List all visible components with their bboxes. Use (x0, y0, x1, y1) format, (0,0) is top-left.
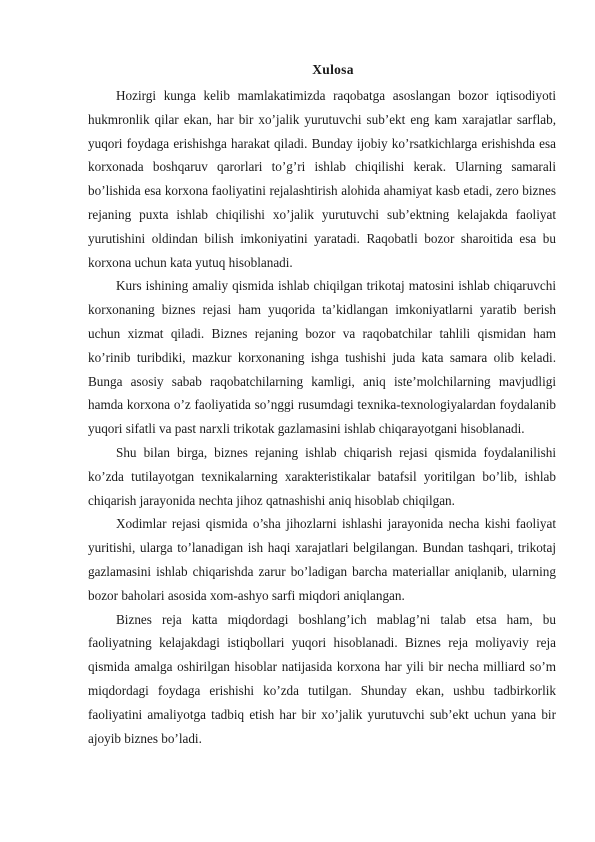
paragraph-intro: Hozirgi kunga kelib mamlakatimizda raqobatga asoslangan bozor iqtisodiyoti hukmronlik qilar ekan, har bir xo’jalik yurutuvchi sub’ekt eng kam xarajatlar sarflab, yuqori foydaga erishishga harakat qiladi. Bunday ijobiy ko’rsatkichlarga erishishda esa korxonada boshqaruv qarorlari to’g’ri ishlab chiqilishi kerak. Ularning samarali bo’lishida esa korxona faoliyatini rejalashtirish alohida ahamiyat kasb etadi, zero biznes rejaning puxta ishlab chiqilishi xo’jalik yurutuvchi sub’ektning kelajakda faoliyat yurutishini oldindan bilish imkoniyatini yaratadi. Raqobatli bozor sharoitida esa bu korxona uchun kata yutuq hisoblanadi. (88, 88, 556, 270)
paragraph-practical-part: Kurs ishining amaliy qismida ishlab chiqilgan trikotaj matosini ishlab chiqaruvchi korxonaning biznes rejasi ham yuqorida ta’kidlangan imkoniyatlarni yaratib berish uchun xizmat qiladi. Biznes rejaning bozor va raqobatchilar tahlili qismidan ham ko’rinib turibdiki, mazkur korxonaning ishga tushishi juda kata samara olib keladi. Bunga asosiy sabab raqobatchilarning kamligi, aniq iste’molchilarning mavjudligi hamda korxona o’z faoliyatida so’nggi rusumdagi texnika-texnologiyalardan foydalanib yuqori sifatli va past narxli trikotak gazlamasini ishlab chiqarayotgani hisoblanadi. (88, 278, 556, 437)
paragraph-production-plan: Shu bilan birga, biznes rejaning ishlab chiqarish rejasi qismida foydalanilishi ko’zda tutilayotgan texnikalarning xarakteristikalar batafsil yoritilgan bo’lib, ishlab chiqarish jarayonida nechta jihoz qatnashishi aniq hisoblab chiqilgan. (88, 444, 556, 508)
paragraph-conclusion: Biznes reja katta miqdordagi boshlang’ich mablag’ni talab etsa ham, bu faoliyatning kelajakdagi istiqbollari yuqori hisoblanadi. Biznes reja moliyaviy reja qismida amalga oshirilgan hisoblar natijasida korxona har yili bir necha milliard so’m miqdordagi foydaga erishishi ko’zda tutilgan. Shunday ekan, ushbu tadbirkorlik faoliyatini amaliyotga tadbiq etish har bir xo’jalik yurutuvchi sub’ekt uchun yana bir ajoyib biznes bo’ladi. (88, 611, 556, 746)
document-title: Xulosa (312, 62, 354, 77)
paragraph-staff-plan: Xodimlar rejasi qismida o’sha jihozlarni ishlashi jarayonida necha kishi faoliyat yuritishi, ularga to’lanadigan ish haqi xarajatlari belgilangan. Bundan tashqari, trikotaj gazlamasini ishlab chiqarishda zarur bo’ladigan barcha materiallar aniqlanib, ularning bozor baholari asosida xom-ashyo sarfi miqdori aniqlangan. (88, 516, 556, 603)
document-page (88, 60, 556, 750)
